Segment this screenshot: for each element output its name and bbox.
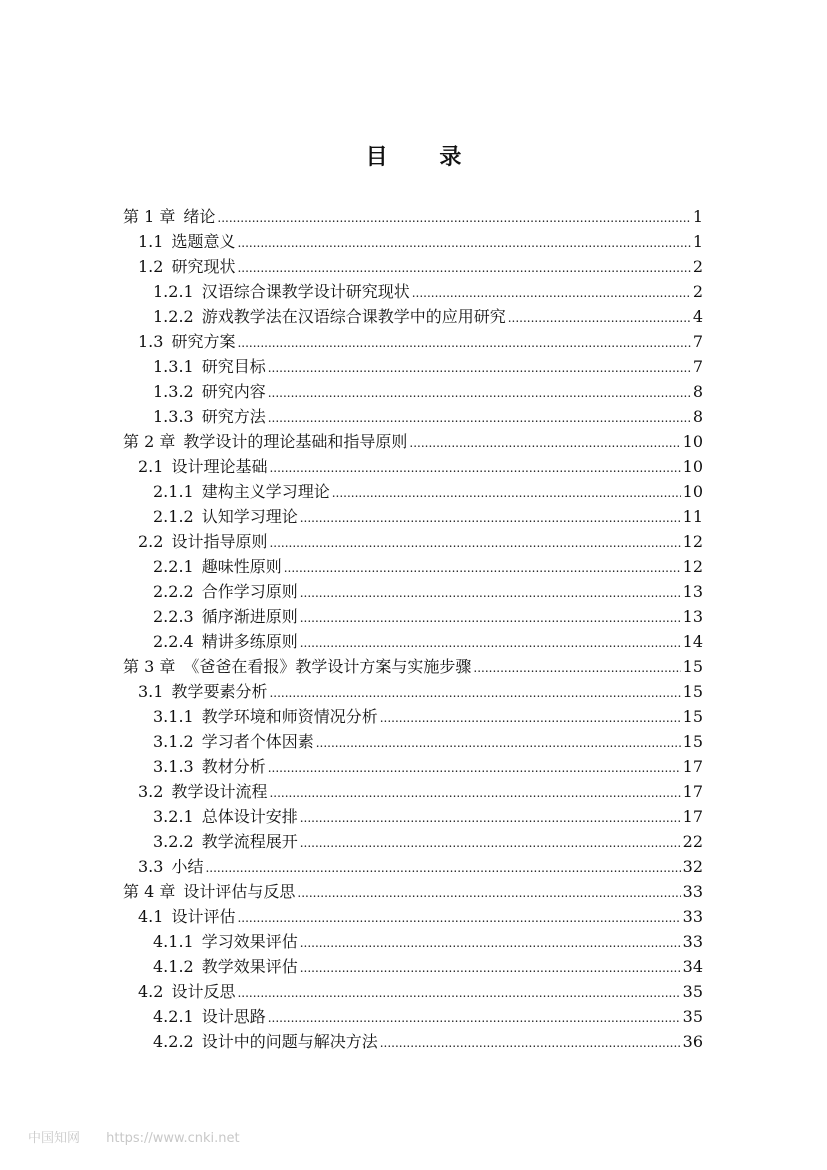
toc-entry[interactable]	[123, 679, 703, 704]
toc-entry-number: 1.3	[138, 332, 164, 351]
toc-entry-number: 1.3.2	[153, 382, 194, 401]
toc-entry-number: 第 3 章	[123, 657, 176, 676]
toc-entry[interactable]	[123, 329, 703, 354]
toc-entry-title: 精讲多练原则	[201, 632, 298, 651]
toc-entry-page: 7	[692, 332, 703, 351]
toc-entry[interactable]	[123, 604, 703, 629]
toc-entry-title: 教学流程展开	[201, 832, 298, 851]
toc-entry-title: 建构主义学习理论	[201, 482, 330, 501]
toc-entry[interactable]	[123, 1029, 703, 1054]
toc-entry-page: 13	[682, 582, 703, 601]
toc-leader-dots	[300, 806, 681, 831]
toc-entry[interactable]	[123, 904, 703, 929]
watermark	[28, 1127, 262, 1146]
toc-leader-dots	[380, 706, 681, 731]
toc-entry-number: 3.1.1	[153, 707, 194, 726]
toc-leader-dots	[268, 381, 691, 406]
toc-leader-dots	[300, 631, 681, 656]
toc-leader-dots	[217, 206, 690, 231]
toc-leader-dots	[268, 1006, 681, 1031]
toc-entry-number: 3.2.2	[153, 832, 194, 851]
toc-entry[interactable]	[123, 554, 703, 579]
toc-entry-title: 教材分析	[201, 757, 266, 776]
toc-entry[interactable]	[123, 304, 703, 329]
toc-entry-title: 学习效果评估	[201, 932, 298, 951]
toc-leader-dots	[300, 831, 681, 856]
toc-entry-title: 学习者个体因素	[201, 732, 314, 751]
toc-leader-dots	[237, 981, 680, 1006]
toc-leader-dots	[380, 1031, 681, 1056]
toc-entry-page: 33	[682, 907, 703, 926]
toc-entry-page: 14	[682, 632, 703, 651]
toc-entry-number: 2.2.3	[153, 607, 194, 626]
toc-entry[interactable]	[123, 979, 703, 1004]
toc-entry-number: 第 2 章	[123, 432, 176, 451]
toc-entry[interactable]	[123, 404, 703, 429]
page-title: 目 录	[365, 144, 484, 170]
watermark-url: https://www.cnki.net	[106, 1131, 240, 1146]
toc-entry-number: 2.2.2	[153, 582, 194, 601]
toc-leader-dots	[237, 331, 690, 356]
toc-entry-title: 总体设计安排	[201, 807, 298, 826]
toc-entry-title: 教学环境和师资情况分析	[201, 707, 378, 726]
toc-entry-title: 汉语综合课教学设计研究现状	[201, 282, 410, 301]
toc-entry-page: 33	[682, 932, 703, 951]
toc-entry-title: 教学设计流程	[171, 782, 268, 801]
toc-entry[interactable]	[123, 954, 703, 979]
toc-entry[interactable]	[123, 729, 703, 754]
toc-entry[interactable]	[123, 229, 703, 254]
toc-entry-number: 4.2.1	[153, 1007, 194, 1026]
toc-entry-title: 小结	[171, 857, 204, 876]
toc-entry[interactable]	[123, 754, 703, 779]
toc-entry-page: 35	[682, 1007, 703, 1026]
toc-entry-title: 设计评估与反思	[183, 882, 296, 901]
toc-leader-dots	[284, 556, 681, 581]
toc-entry-title: 趣味性原则	[201, 557, 282, 576]
toc-entry-page: 7	[692, 357, 703, 376]
toc-entry-number: 2.2.1	[153, 557, 194, 576]
toc-entry[interactable]	[123, 204, 703, 229]
toc-entry-number: 3.2.1	[153, 807, 194, 826]
toc-entry[interactable]	[123, 854, 703, 879]
toc-entry-page: 4	[692, 307, 703, 326]
toc-entry-title: 设计中的问题与解决方法	[201, 1032, 378, 1051]
toc-leader-dots	[412, 281, 691, 306]
toc-entry-number: 2.1.2	[153, 507, 194, 526]
toc-leader-dots	[300, 506, 681, 531]
toc-leader-dots	[237, 906, 680, 931]
toc-entry-title: 教学设计的理论基础和指导原则	[183, 432, 408, 451]
toc-leader-dots	[268, 756, 681, 781]
toc-entry-page: 32	[682, 857, 703, 876]
toc-entry-number: 第 4 章	[123, 882, 176, 901]
toc-leader-dots	[269, 681, 680, 706]
toc-entry[interactable]	[123, 504, 703, 529]
toc-entry[interactable]	[123, 379, 703, 404]
toc-entry-number: 1.2.1	[153, 282, 194, 301]
toc-leader-dots	[300, 956, 681, 981]
toc-leader-dots	[297, 881, 680, 906]
toc-entry[interactable]	[123, 454, 703, 479]
toc-entry-page: 15	[682, 707, 703, 726]
toc-entry-title: 研究方案	[171, 332, 236, 351]
toc-entry-title: 设计反思	[171, 982, 236, 1001]
toc-entry-number: 3.2	[138, 782, 164, 801]
toc-entry-number: 3.3	[138, 857, 164, 876]
toc-entry-title: 设计思路	[201, 1007, 266, 1026]
toc-entry-number: 3.1	[138, 682, 164, 701]
toc-entry-number: 1.2.2	[153, 307, 194, 326]
toc-entry[interactable]	[123, 479, 703, 504]
toc-entry-page: 15	[682, 657, 703, 676]
toc-entry-title: 教学效果评估	[201, 957, 298, 976]
toc-entry-title: 设计指导原则	[171, 532, 268, 551]
toc-entry-number: 2.2	[138, 532, 164, 551]
toc-leader-dots	[409, 431, 680, 456]
toc-entry-title: 合作学习原则	[201, 582, 298, 601]
toc-entry-page: 22	[682, 832, 703, 851]
toc-entry-number: 第 1 章	[123, 207, 176, 226]
toc-entry-number: 3.1.2	[153, 732, 194, 751]
toc-entry-page: 17	[682, 757, 703, 776]
toc-entry-number: 2.1	[138, 457, 164, 476]
toc-entry[interactable]	[123, 879, 703, 904]
toc-entry-page: 17	[682, 782, 703, 801]
toc-entry-number: 3.1.3	[153, 757, 194, 776]
toc-entry-page: 15	[682, 682, 703, 701]
toc-leader-dots	[508, 306, 691, 331]
toc-leader-dots	[237, 256, 690, 281]
table-of-contents	[123, 204, 703, 1054]
toc-entry-title: 研究现状	[171, 257, 236, 276]
toc-leader-dots	[269, 781, 680, 806]
toc-entry-title: 研究内容	[201, 382, 266, 401]
toc-entry-page: 10	[682, 432, 703, 451]
toc-entry-number: 2.1.1	[153, 482, 194, 501]
toc-entry[interactable]	[123, 829, 703, 854]
toc-entry[interactable]	[123, 654, 703, 679]
toc-entry-number: 4.2.2	[153, 1032, 194, 1051]
toc-entry-number: 4.1.2	[153, 957, 194, 976]
toc-leader-dots	[237, 231, 690, 256]
toc-leader-dots	[473, 656, 680, 681]
toc-entry-title: 绪论	[183, 207, 216, 226]
toc-entry[interactable]	[123, 579, 703, 604]
toc-entry-title: 研究方法	[201, 407, 266, 426]
toc-entry-page: 13	[682, 607, 703, 626]
toc-entry-page: 17	[682, 807, 703, 826]
toc-entry-number: 1.3.1	[153, 357, 194, 376]
toc-entry[interactable]	[123, 279, 703, 304]
toc-entry-page: 2	[692, 257, 703, 276]
toc-entry[interactable]	[123, 354, 703, 379]
toc-leader-dots	[300, 931, 681, 956]
toc-entry-page: 34	[682, 957, 703, 976]
toc-entry-number: 4.1.1	[153, 932, 194, 951]
toc-entry[interactable]	[123, 704, 703, 729]
toc-entry-page: 1	[692, 207, 703, 226]
toc-entry[interactable]	[123, 1004, 703, 1029]
toc-entry-page: 8	[692, 382, 703, 401]
toc-entry-number: 2.2.4	[153, 632, 194, 651]
toc-entry-page: 12	[682, 557, 703, 576]
toc-entry-page: 10	[682, 482, 703, 501]
toc-entry-title: 选题意义	[171, 232, 236, 251]
toc-entry-page: 12	[682, 532, 703, 551]
toc-leader-dots	[205, 856, 680, 881]
toc-entry-page: 2	[692, 282, 703, 301]
toc-entry-title: 《爸爸在看报》教学设计方案与实施步骤	[183, 657, 472, 676]
toc-entry[interactable]	[123, 929, 703, 954]
toc-entry-number: 1.3.3	[153, 407, 194, 426]
toc-entry-title: 循序渐进原则	[201, 607, 298, 626]
toc-entry-number: 4.2	[138, 982, 164, 1001]
toc-entry-number: 1.1	[138, 232, 164, 251]
toc-entry-page: 11	[682, 507, 703, 526]
toc-leader-dots	[268, 356, 691, 381]
toc-entry[interactable]	[123, 779, 703, 804]
toc-entry-title: 教学要素分析	[171, 682, 268, 701]
toc-entry-title: 认知学习理论	[201, 507, 298, 526]
toc-entry-number: 4.1	[138, 907, 164, 926]
toc-leader-dots	[269, 531, 680, 556]
toc-entry[interactable]	[123, 529, 703, 554]
toc-entry-title: 研究目标	[201, 357, 266, 376]
toc-leader-dots	[268, 406, 691, 431]
watermark-brand: 中国知网	[28, 1131, 81, 1146]
toc-entry-page: 8	[692, 407, 703, 426]
toc-entry-title: 设计理论基础	[171, 457, 268, 476]
toc-entry-page: 15	[682, 732, 703, 751]
toc-entry-title: 设计评估	[171, 907, 236, 926]
toc-leader-dots	[269, 456, 680, 481]
toc-entry-page: 33	[682, 882, 703, 901]
toc-leader-dots	[300, 581, 681, 606]
toc-entry-number: 1.2	[138, 257, 164, 276]
toc-entry[interactable]	[123, 629, 703, 654]
toc-leader-dots	[332, 481, 681, 506]
toc-entry-page: 1	[692, 232, 703, 251]
toc-entry-page: 36	[682, 1032, 703, 1051]
toc-leader-dots	[316, 731, 681, 756]
toc-entry[interactable]	[123, 254, 703, 279]
toc-entry-page: 10	[682, 457, 703, 476]
toc-entry-page: 35	[682, 982, 703, 1001]
toc-leader-dots	[300, 606, 681, 631]
toc-entry[interactable]	[123, 804, 703, 829]
toc-entry[interactable]	[123, 429, 703, 454]
toc-entry-title: 游戏教学法在汉语综合课教学中的应用研究	[201, 307, 506, 326]
